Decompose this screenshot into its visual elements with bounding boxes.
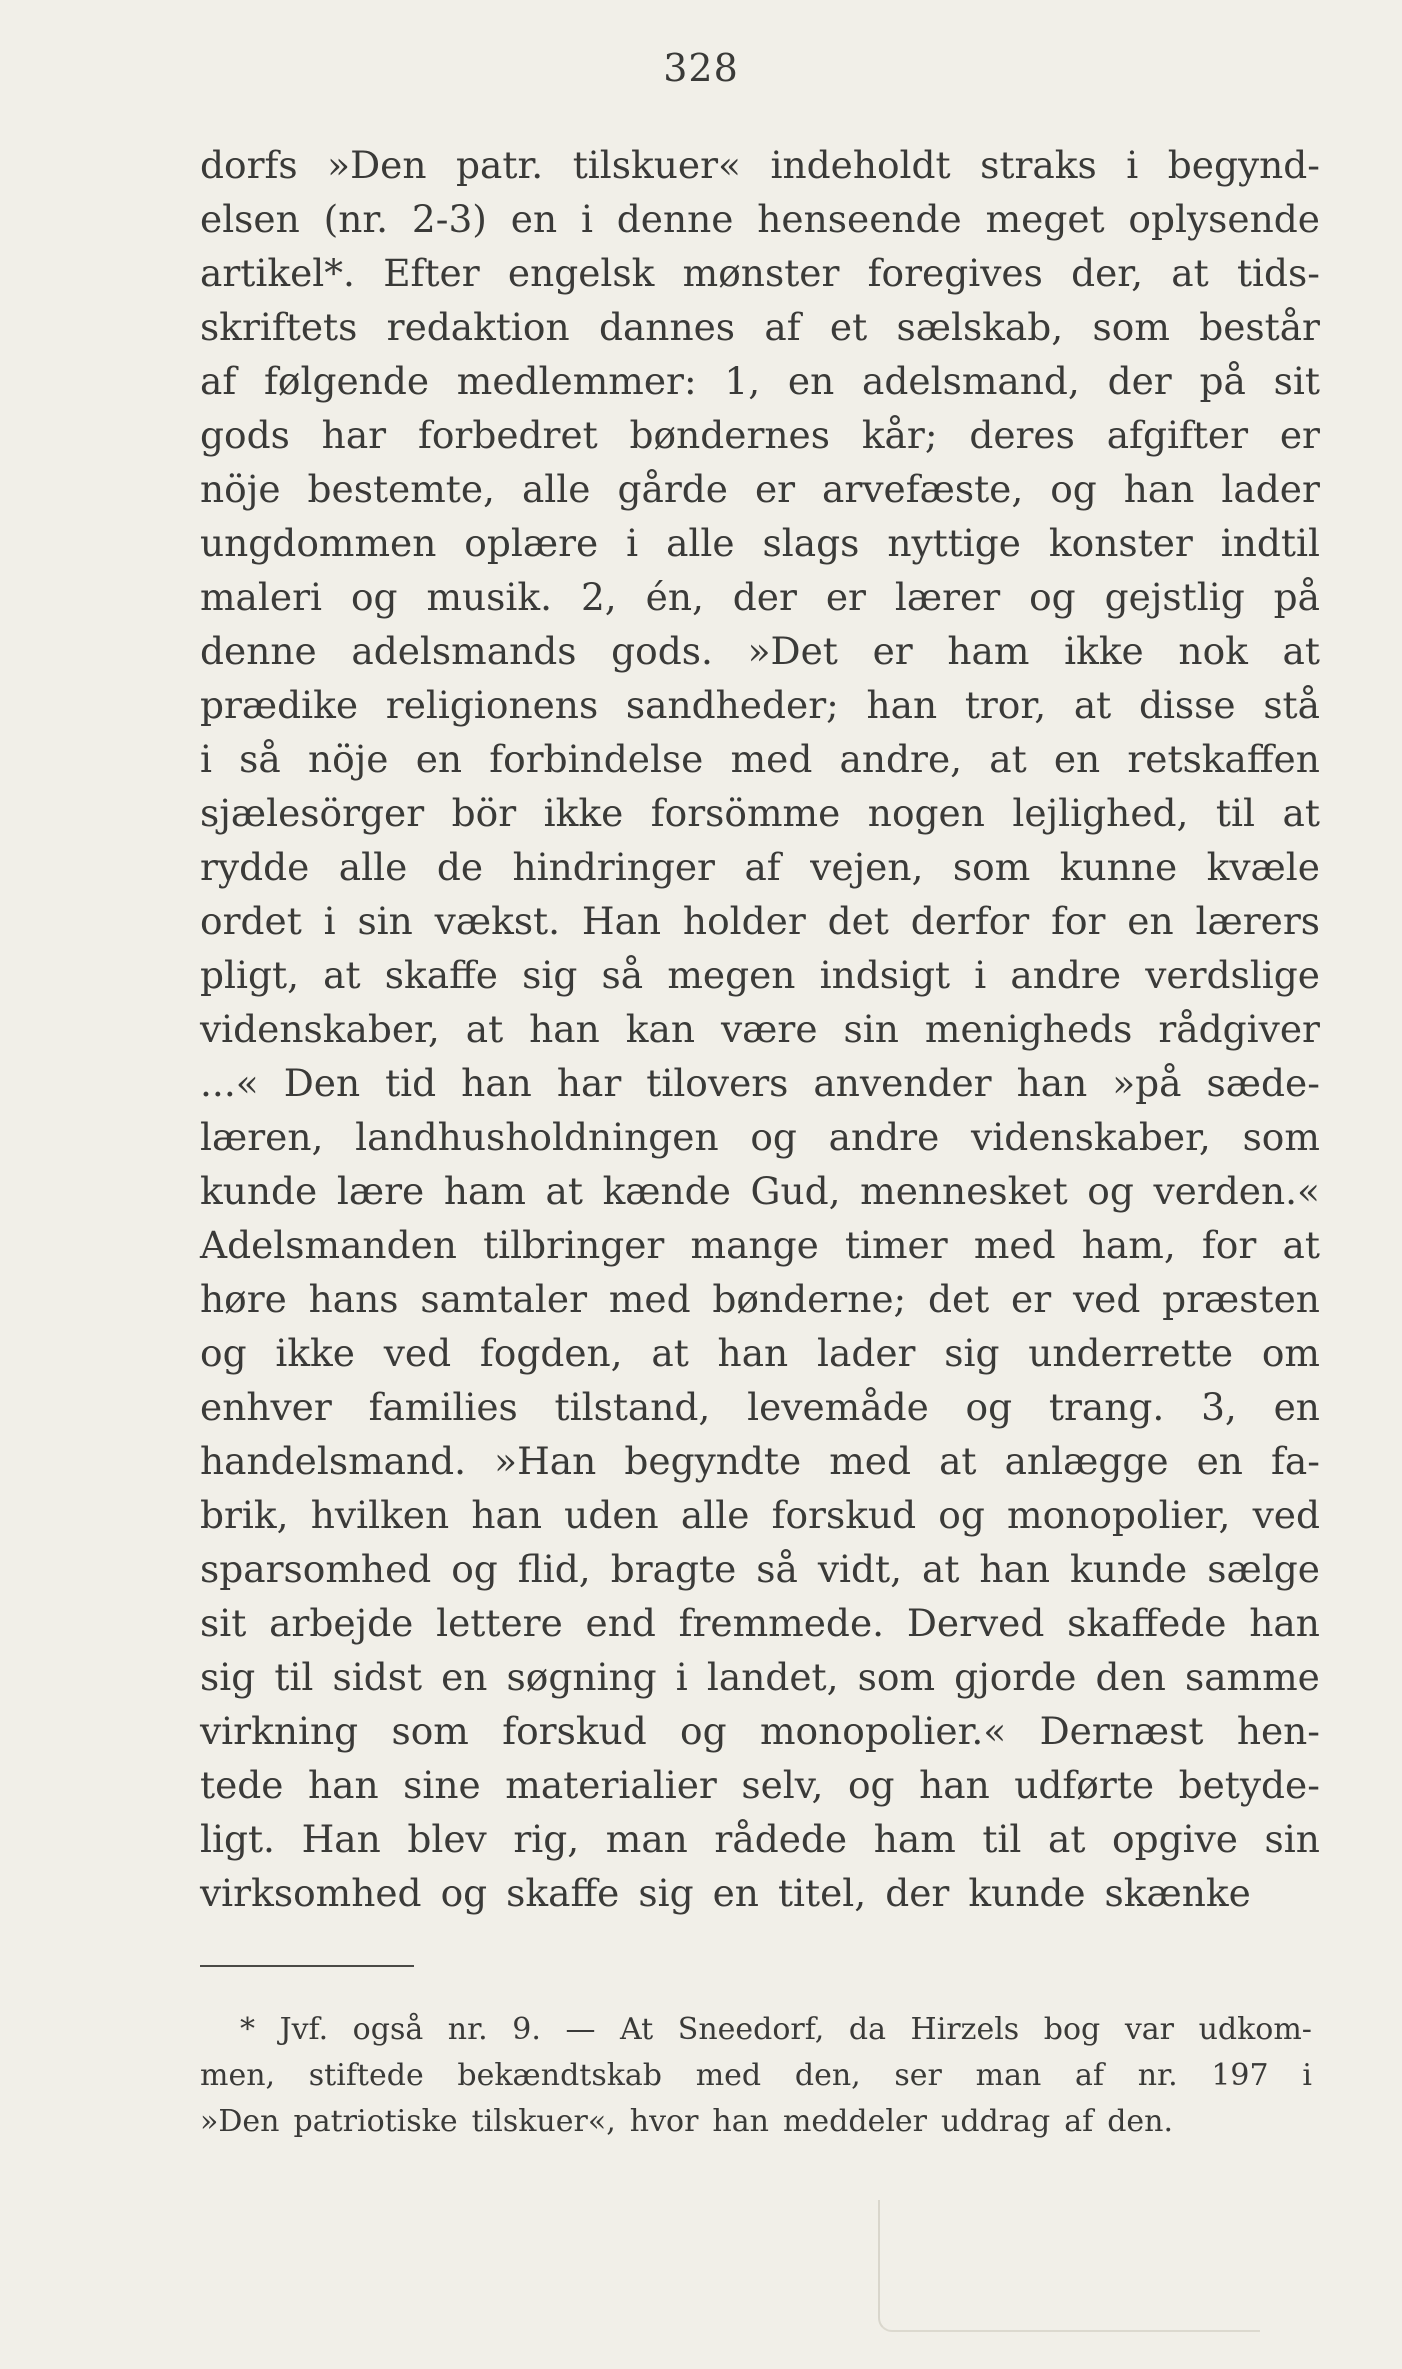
text-line: sig til sidst en søgning i landet, som gjorde den samme	[200, 1655, 1320, 1699]
text-line: skriftets redaktion dannes af et sælskab, som består	[200, 305, 1320, 349]
text-line: rydde alle de hindringer af vejen, som kunne kvæle	[200, 845, 1320, 889]
text-line: elsen (nr. 2-3) en i denne henseende meget oplysende	[200, 197, 1320, 241]
text-line: nöje bestemte, alle gårde er arvefæste, og han lader	[200, 467, 1320, 511]
text-line: af følgende medlemmer: 1, en adelsmand, der på sit	[200, 359, 1320, 403]
text-line: sparsomhed og flid, bragte så vidt, at han kunde sælge	[200, 1547, 1320, 1591]
text-line: prædike religionens sandheder; han tror, at disse stå	[200, 683, 1320, 727]
text-line: tede han sine materialier selv, og han udførte betyde-	[200, 1763, 1320, 1807]
footnote	[200, 2007, 1312, 2145]
text-line: enhver families tilstand, levemåde og trang. 3, en	[200, 1385, 1320, 1429]
footnote-line: »Den patriotiske tilskuer«, hvor han meddeler uddrag af den.	[200, 2104, 1174, 2139]
text-line: ungdommen oplære i alle slags nyttige konster indtil	[200, 521, 1320, 565]
body-text	[200, 138, 1320, 1920]
text-line: sit arbejde lettere end fremmede. Derved skaffede han	[200, 1601, 1320, 1645]
text-line: ...« Den tid han har tilovers anvender han »på sæde-	[200, 1061, 1320, 1105]
text-line: virkning som forskud og monopolier.« Dernæst hen-	[200, 1709, 1320, 1753]
text-line: kunde lære ham at kænde Gud, mennesket og verden.«	[200, 1169, 1320, 1213]
text-line: i så nöje en forbindelse med andre, at en retskaffen	[200, 737, 1320, 781]
text-line: ordet i sin vækst. Han holder det derfor for en lærers	[200, 899, 1320, 943]
text-line: sjælesörger bör ikke forsömme nogen lejlighed, til at	[200, 791, 1320, 835]
text-line: høre hans samtaler med bønderne; det er ved præsten	[200, 1277, 1320, 1321]
text-line: dorfs »Den patr. tilskuer« indeholdt straks i begynd-	[200, 143, 1320, 187]
text-line: pligt, at skaffe sig så megen indsigt i andre verdslige	[200, 953, 1320, 997]
text-line: maleri og musik. 2, én, der er lærer og gejstlig på	[200, 575, 1320, 619]
text-line: Adelsmanden tilbringer mange timer med ham, for at	[200, 1223, 1320, 1267]
text-line: læren, landhusholdningen og andre videnskaber, som	[200, 1115, 1320, 1159]
pencil-mark	[878, 2200, 1260, 2332]
text-line: ligt. Han blev rig, man rådede ham til at opgive sin	[200, 1817, 1320, 1861]
text-line: brik, hvilken han uden alle forskud og monopolier, ved	[200, 1493, 1320, 1537]
footnote-divider	[200, 1965, 414, 1967]
footnote-line: * Jvf. også nr. 9. — At Sneedorf, da Hirzels bog var udkom-	[240, 2012, 1312, 2047]
text-line: denne adelsmands gods. »Det er ham ikke nok at	[200, 629, 1320, 673]
footnote-line: men, stiftede bekændtskab med den, ser man af nr. 197 i	[200, 2058, 1312, 2093]
text-line: artikel*. Efter engelsk mønster foregives der, at tids-	[200, 251, 1320, 295]
text-line: gods har forbedret bøndernes kår; deres afgifter er	[200, 413, 1320, 457]
text-line: virksomhed og skaffe sig en titel, der kunde skænke	[200, 1871, 1251, 1915]
page-number: 328	[663, 46, 739, 90]
text-line: handelsmand. »Han begyndte med at anlægge en fa-	[200, 1439, 1320, 1483]
text-line: videnskaber, at han kan være sin menigheds rådgiver	[200, 1007, 1320, 1051]
text-line: og ikke ved fogden, at han lader sig underrette om	[200, 1331, 1320, 1375]
